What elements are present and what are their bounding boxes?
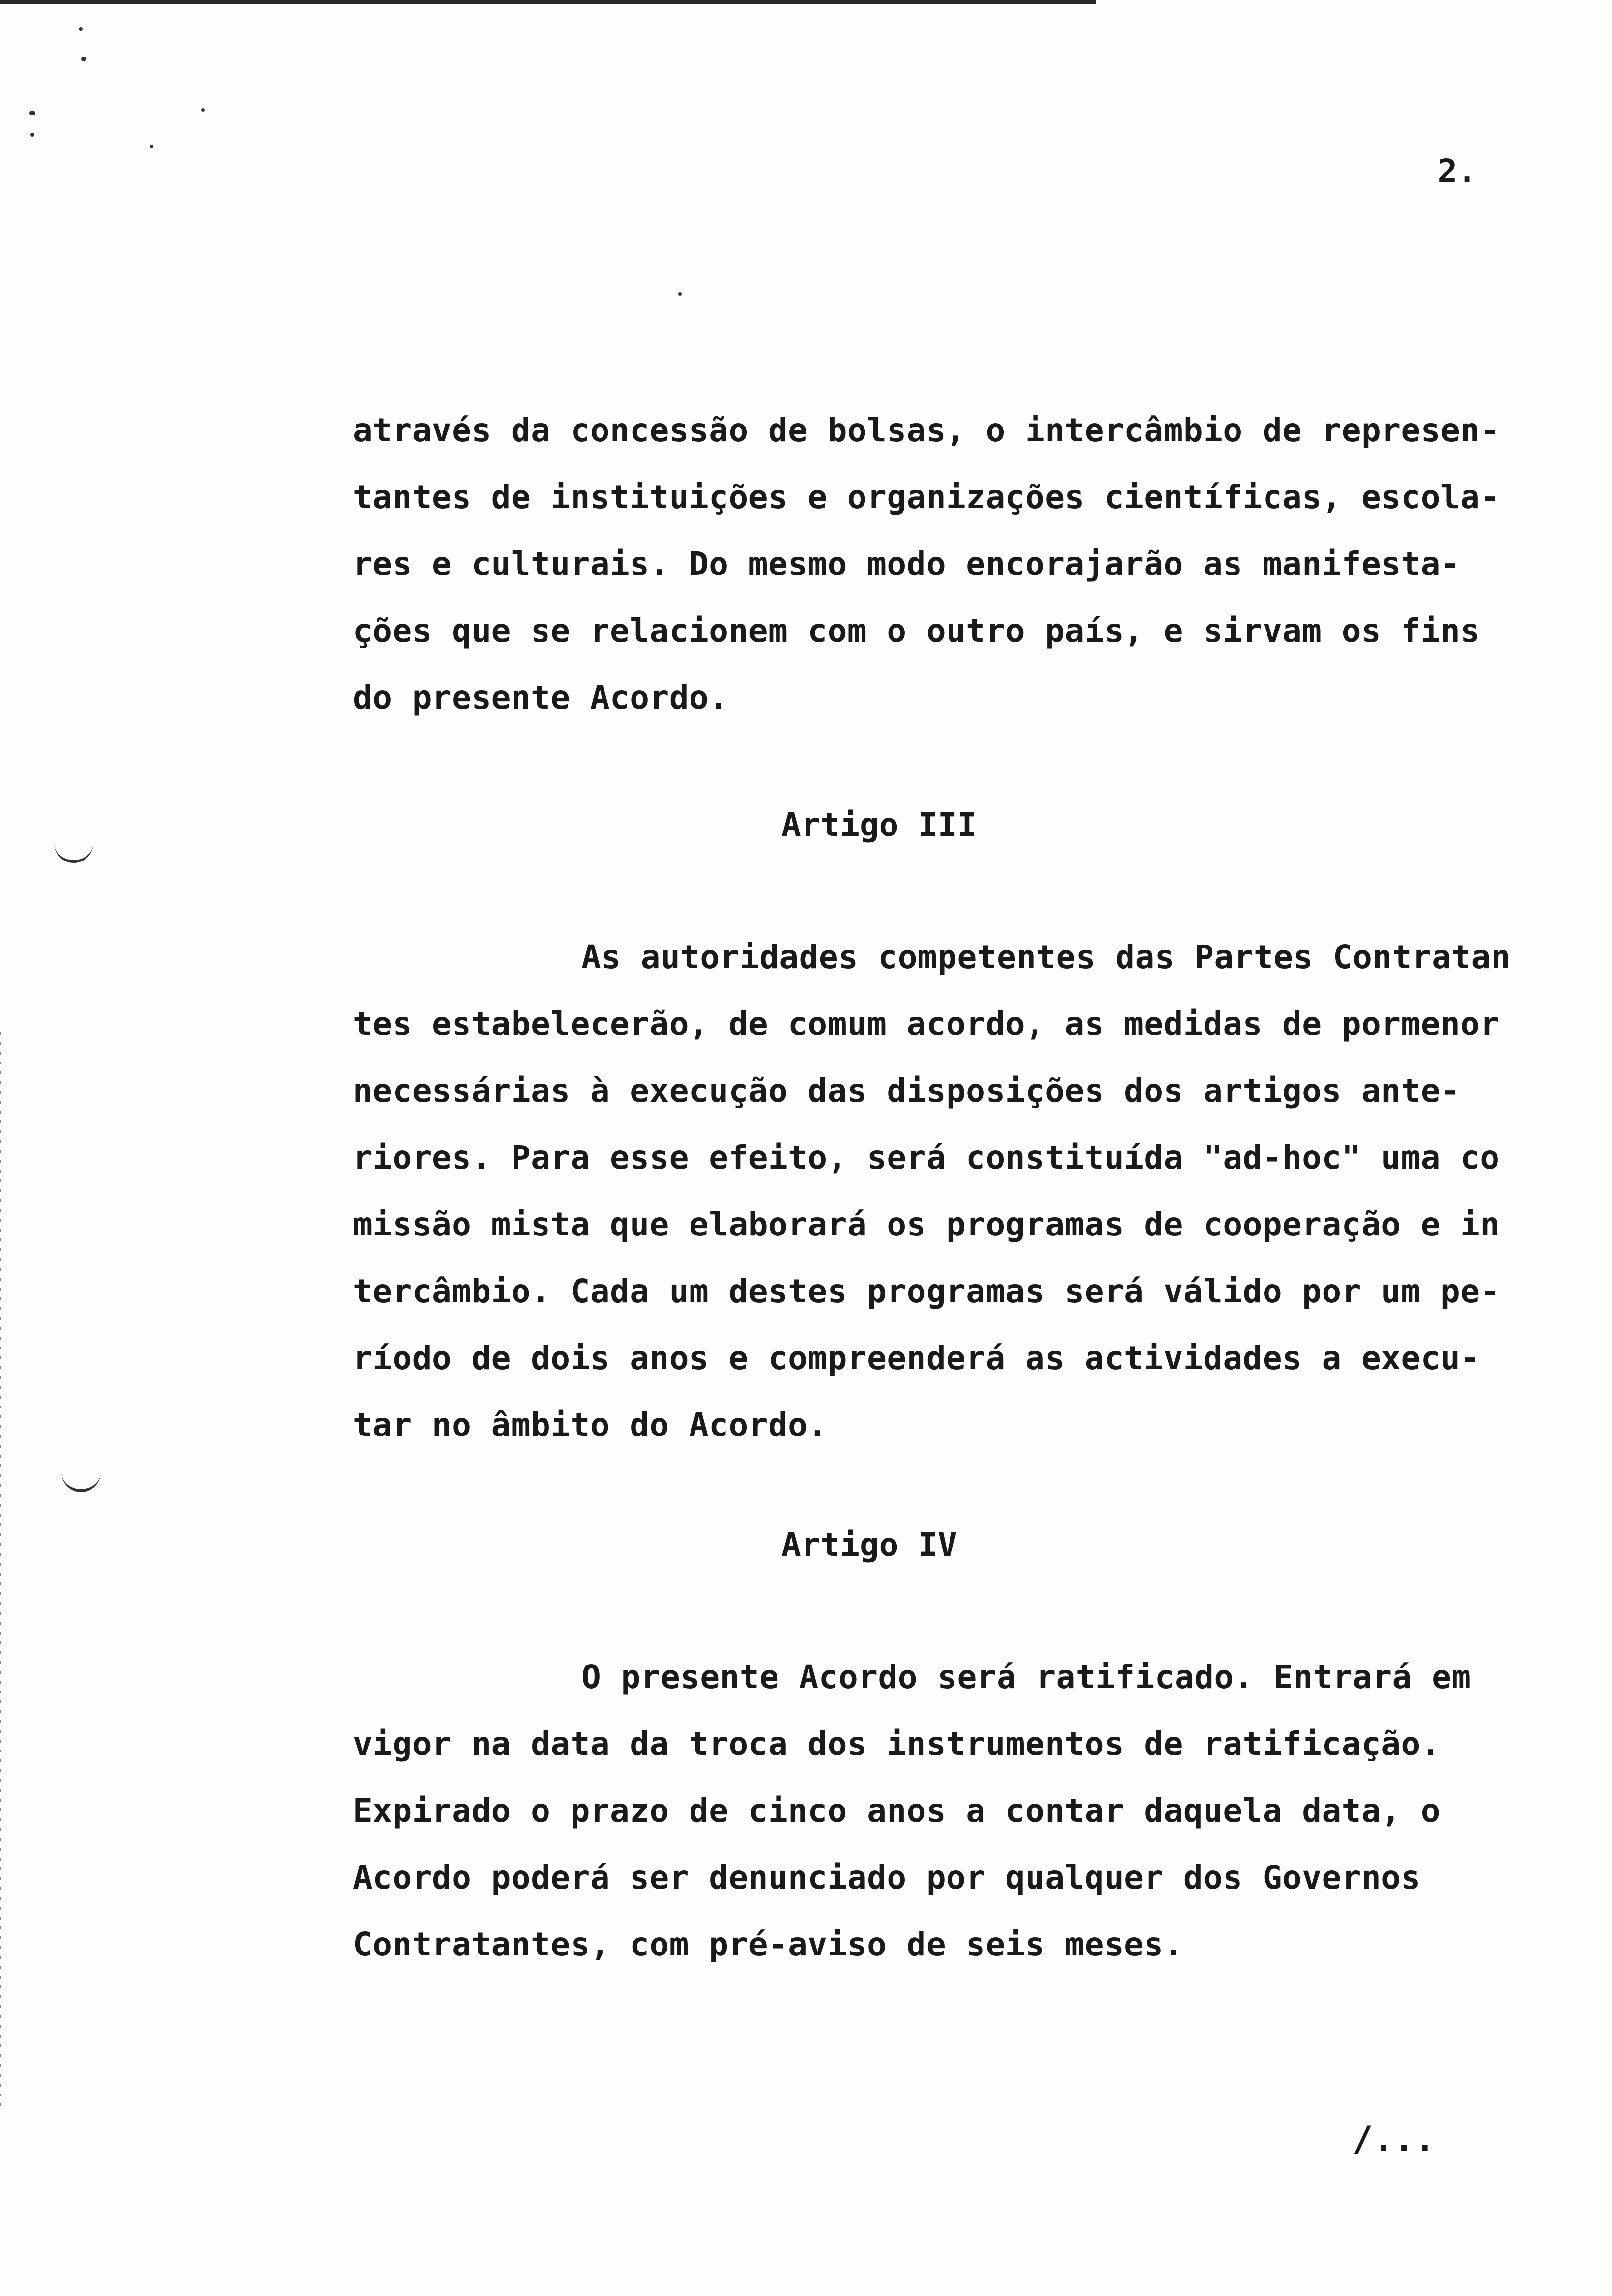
text-line: As autoridades competentes das Partes Contratan [581, 938, 1511, 976]
article-4-body [353, 1644, 1532, 1978]
page-number: 2. [1438, 152, 1477, 190]
text-line: res e culturais. Do mesmo modo encorajarão as manifesta- [353, 545, 1461, 583]
scan-speck [29, 111, 35, 115]
text-line: ríodo de dois anos e compreenderá as actividades a execu- [353, 1339, 1480, 1377]
text-line: Acordo poderá ser denunciado por qualquer dos Governos [353, 1859, 1421, 1896]
scan-speck [678, 292, 682, 296]
paragraph-1 [353, 397, 1532, 731]
article-3-heading: Artigo III [781, 806, 977, 844]
text-line: através da concessão de bolsas, o intercâmbio de represen- [353, 411, 1500, 449]
text-line: tantes de instituições e organizações científicas, escola- [353, 478, 1500, 516]
text-line: tar no âmbito do Acordo. [353, 1406, 828, 1444]
text-line: O presente Acordo será ratificado. Entrará em [581, 1658, 1471, 1696]
text-line: Contratantes, com pré-aviso de seis meses. [353, 1925, 1183, 1963]
scan-speck [30, 133, 34, 137]
text-line: missão mista que elaborará os programas de cooperação e in [353, 1205, 1500, 1243]
text-line: tercâmbio. Cada um destes programas será válido por um pe- [353, 1272, 1500, 1310]
scan-speck [81, 57, 86, 61]
article-3-body [353, 924, 1532, 1459]
left-edge-artifact [0, 1032, 1, 2113]
text-line: ções que se relacionem com o outro país, e sirvam os fins [353, 612, 1480, 650]
text-line: Expirado o prazo de cinco anos a contar daquela data, o [353, 1792, 1440, 1830]
article-4-heading: Artigo IV [781, 1526, 957, 1564]
text-line: necessárias à execução das disposições dos artigos ante- [353, 1072, 1461, 1110]
text-line: tes estabelecerão, de comum acordo, as medidas de pormenor [353, 1005, 1500, 1043]
scan-speck [79, 27, 83, 31]
text-line: riores. Para esse efeito, será constituída "ad-hoc" uma co [353, 1139, 1500, 1177]
punch-hole-mark [61, 1469, 101, 1492]
continuation-mark: /... [1352, 2119, 1435, 2159]
scan-speck [150, 145, 153, 148]
scan-speck [202, 108, 205, 112]
punch-hole-mark [54, 840, 93, 863]
text-line: vigor na data da troca dos instrumentos de ratificação. [353, 1725, 1440, 1763]
text-line: do presente Acordo. [353, 679, 729, 717]
top-edge-rule [0, 0, 1096, 4]
